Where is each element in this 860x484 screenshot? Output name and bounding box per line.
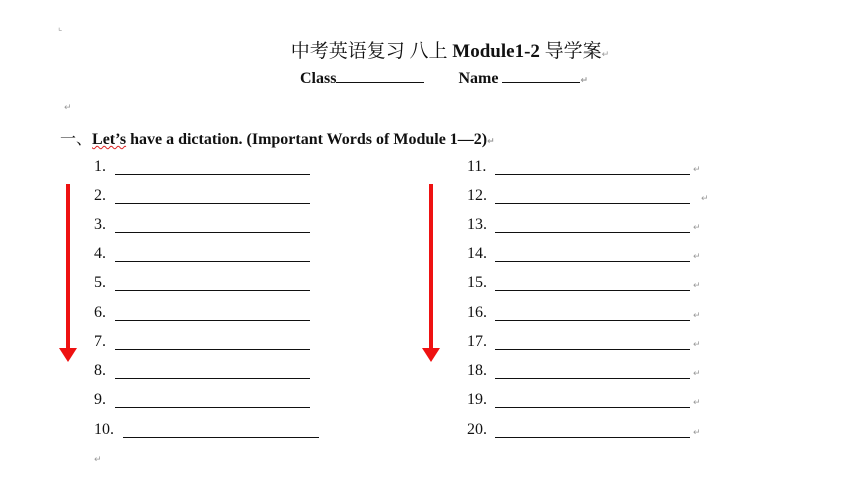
answer-blank[interactable]: [495, 378, 690, 379]
class-label: Class: [300, 70, 337, 87]
answer-blank[interactable]: [495, 407, 690, 408]
paragraph-mark-icon: ↵: [693, 369, 701, 379]
list-item: 13. ↵: [467, 216, 701, 233]
list-item: 19. ↵: [467, 391, 701, 408]
title-chinese: 中考英语复习 八上: [290, 41, 448, 62]
title-chinese-end: 导学案: [544, 41, 602, 62]
list-item: 5.: [94, 274, 106, 292]
answer-blank[interactable]: [115, 320, 310, 321]
paragraph-mark-icon: ↵: [693, 252, 701, 262]
list-item: 17. ↵: [467, 333, 701, 350]
corner-mark-icon: ⌞: [58, 23, 63, 33]
list-item: 18. ↵: [467, 362, 701, 379]
paragraph-mark-icon: ↵: [693, 281, 701, 291]
answer-blank[interactable]: [495, 232, 690, 233]
answer-blank[interactable]: [115, 378, 310, 379]
paragraph-mark-icon: ↵: [693, 165, 701, 175]
list-item: 8.: [94, 362, 106, 380]
paragraph-mark-icon: ↵: [580, 76, 588, 86]
paragraph-mark-icon: ↵: [693, 311, 701, 321]
list-item: 6.: [94, 304, 106, 322]
answer-blank[interactable]: [495, 320, 690, 321]
list-item: 20. ↵: [467, 421, 701, 438]
paragraph-mark-icon: ↵: [487, 137, 495, 147]
paragraph-mark-icon: ↵: [701, 194, 709, 204]
answer-blank[interactable]: [115, 407, 310, 408]
paragraph-mark-icon: ↵: [64, 103, 72, 113]
section-word-lets: Let’s: [92, 131, 127, 148]
paragraph-mark-icon: ↵: [693, 223, 701, 233]
list-item: 3.: [94, 216, 106, 234]
paragraph-mark-icon: ↵: [94, 455, 102, 465]
name-blank[interactable]: [502, 68, 580, 83]
answer-blank[interactable]: [495, 437, 690, 438]
answer-blank[interactable]: [115, 261, 310, 262]
list-item: 16. ↵: [467, 304, 701, 321]
name-label: Name: [458, 70, 499, 87]
list-item: 12. ↵: [467, 187, 709, 204]
section-heading: [60, 126, 495, 149]
answer-blank[interactable]: [115, 232, 310, 233]
list-item: 1.: [94, 158, 106, 176]
answer-blank[interactable]: [495, 261, 690, 262]
paragraph-mark-icon: ↵: [693, 428, 701, 438]
class-name-line: [300, 68, 588, 88]
class-blank[interactable]: [336, 68, 424, 83]
paragraph-mark-icon: ↵: [693, 398, 701, 408]
title-module: Module1-2: [452, 41, 540, 62]
list-item: 2.: [94, 187, 106, 205]
list-item: 4.: [94, 245, 106, 263]
answer-blank[interactable]: [495, 203, 690, 204]
list-item: 11. ↵: [467, 158, 701, 175]
list-item: 7.: [94, 333, 106, 351]
answer-blank[interactable]: [495, 349, 690, 350]
list-item: 15. ↵: [467, 274, 701, 291]
answer-blank[interactable]: [495, 174, 690, 175]
page-title: [0, 36, 860, 63]
list-item: 9.: [94, 391, 106, 409]
list-item: 14. ↵: [467, 245, 701, 262]
answer-blank[interactable]: [123, 437, 319, 438]
paragraph-mark-icon: ↵: [601, 50, 610, 60]
section-prefix: 一、: [60, 131, 93, 148]
answer-blank[interactable]: [115, 349, 310, 350]
paragraph-mark-icon: ↵: [693, 340, 701, 350]
section-text: have a dictation. (Important Words of Module 1—2): [126, 131, 488, 148]
list-item: 10.: [94, 421, 114, 439]
answer-blank[interactable]: [115, 290, 310, 291]
answer-blank[interactable]: [495, 290, 690, 291]
answer-blank[interactable]: [115, 174, 310, 175]
answer-blank[interactable]: [115, 203, 310, 204]
